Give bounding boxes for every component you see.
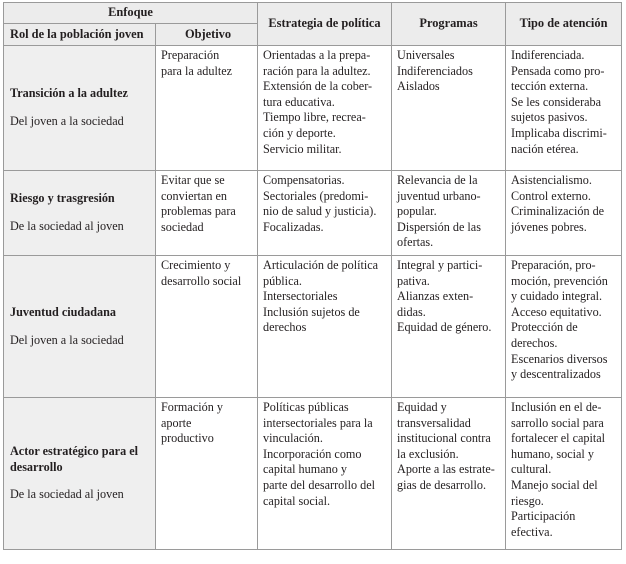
table-row bbox=[4, 46, 622, 171]
estrategia-line: Intersectoriales bbox=[263, 289, 338, 304]
atencion-line: Se les consideraba bbox=[511, 94, 602, 109]
rol-title: Riesgo y trasgresión bbox=[10, 191, 115, 206]
objetivo-line: Evitar que se bbox=[161, 173, 225, 187]
estrategia-line: Orientadas a la prepa- bbox=[263, 48, 371, 62]
objetivo-line: para la adultez bbox=[161, 63, 233, 78]
programas-line: Equidad y bbox=[397, 400, 447, 414]
atencion-line: Pensada como pro- bbox=[511, 63, 605, 78]
atencion-line: riesgo. bbox=[511, 493, 544, 508]
header-enfoque: Enfoque bbox=[4, 3, 258, 24]
rol-title: Juventud ciudadana bbox=[10, 304, 117, 319]
atencion-line: sarrollo social para bbox=[511, 415, 604, 430]
programas-line: Integral y partici- bbox=[397, 258, 483, 272]
atencion-line: efectiva. bbox=[511, 524, 553, 539]
estrategia-cell bbox=[258, 171, 392, 256]
programas-line: gias de desarrollo. bbox=[397, 477, 487, 492]
programas-cell bbox=[392, 171, 506, 256]
atencion-line: Preparación, pro- bbox=[511, 258, 596, 272]
programas-line: juventud urbano- bbox=[397, 188, 481, 203]
programas-cell bbox=[392, 46, 506, 171]
atencion-line: jóvenes pobres. bbox=[511, 219, 587, 234]
atencion-line: Control externo. bbox=[511, 188, 591, 203]
objetivo-line: problemas para bbox=[161, 204, 236, 219]
estrategia-line: capital social. bbox=[263, 493, 331, 508]
programas-line: Aporte a las estrate- bbox=[397, 462, 495, 477]
estrategia-line: Articulación de política bbox=[263, 258, 379, 272]
estrategia-line: capital humano y bbox=[263, 462, 347, 477]
estrategia-cell bbox=[258, 398, 392, 550]
rol-direction: De la sociedad al joven bbox=[10, 219, 124, 233]
atencion-line: Asistencialismo. bbox=[511, 173, 592, 187]
estrategia-line: Extensión de la cober- bbox=[263, 79, 373, 94]
estrategia-line: intersectoriales para la bbox=[263, 415, 373, 430]
atencion-line: y cuidado integral. bbox=[511, 289, 603, 304]
atencion-line: Acceso equitativo. bbox=[511, 304, 602, 319]
programas-cell bbox=[392, 398, 506, 550]
programas-line: la exclusión. bbox=[397, 446, 459, 461]
atencion-line: nación etérea. bbox=[511, 141, 579, 156]
atencion-line: Implicaba discrimi- bbox=[511, 125, 607, 140]
programas-line: Indiferenciados bbox=[397, 63, 473, 78]
estrategia-cell bbox=[258, 256, 392, 398]
programas-line: institucional contra bbox=[397, 431, 491, 446]
estrategia-line: Servicio militar. bbox=[263, 141, 342, 156]
rol-cell bbox=[4, 46, 156, 171]
policy-approaches-table bbox=[3, 2, 622, 550]
estrategia-line: ción y deporte. bbox=[263, 125, 336, 140]
atencion-line: Indiferenciada. bbox=[511, 48, 585, 62]
estrategia-line: Tiempo libre, recrea- bbox=[263, 110, 366, 125]
estrategia-cell bbox=[258, 46, 392, 171]
header-rol: Rol de la población joven bbox=[4, 24, 156, 46]
rol-direction: Del joven a la sociedad bbox=[10, 332, 124, 347]
programas-line: transversalidad bbox=[397, 415, 471, 430]
objetivo-line: Preparación bbox=[161, 48, 220, 62]
programas-line: Dispersión de las bbox=[397, 219, 481, 234]
programas-line: Universales bbox=[397, 48, 455, 62]
programas-line: Alianzas exten- bbox=[397, 289, 474, 304]
header-objetivo: Objetivo bbox=[156, 24, 258, 46]
atencion-line: Criminalización de bbox=[511, 204, 605, 219]
atencion-line: moción, prevención bbox=[511, 273, 608, 288]
programas-cell bbox=[392, 256, 506, 398]
estrategia-line: nio de salud y justicia). bbox=[263, 204, 377, 219]
atencion-line: sujetos pasivos. bbox=[511, 110, 588, 125]
atencion-line: fortalecer el capital bbox=[511, 431, 606, 446]
objetivo-line: aporte bbox=[161, 415, 192, 430]
objetivo-cell bbox=[156, 171, 258, 256]
atencion-line: y descentralizados bbox=[511, 367, 601, 382]
programas-line: Equidad de género. bbox=[397, 320, 492, 335]
objetivo-cell bbox=[156, 46, 258, 171]
programas-line: didas. bbox=[397, 304, 426, 319]
estrategia-line: pública. bbox=[263, 273, 302, 288]
atencion-cell bbox=[506, 171, 622, 256]
programas-line: popular. bbox=[397, 204, 437, 219]
header-programas: Programas bbox=[392, 3, 506, 46]
atencion-line: Protección de bbox=[511, 320, 578, 335]
objetivo-line: conviertan en bbox=[161, 188, 227, 203]
estrategia-line: Incorporación como bbox=[263, 446, 362, 461]
rol-cell bbox=[4, 171, 156, 256]
programas-line: pativa. bbox=[397, 273, 430, 288]
estrategia-line: Políticas públicas bbox=[263, 400, 349, 414]
estrategia-line: derechos bbox=[263, 320, 307, 335]
objetivo-line: desarrollo social bbox=[161, 273, 242, 288]
programas-line: ofertas. bbox=[397, 235, 434, 250]
estrategia-line: ración para la adultez. bbox=[263, 63, 371, 78]
estrategia-line: parte del desarrollo del bbox=[263, 477, 376, 492]
atencion-line: Inclusión en el de- bbox=[511, 400, 602, 414]
table-row bbox=[4, 256, 622, 398]
atencion-cell bbox=[506, 256, 622, 398]
objetivo-line: sociedad bbox=[161, 219, 204, 234]
objetivo-line: productivo bbox=[161, 431, 214, 446]
atencion-line: Participación bbox=[511, 509, 576, 524]
estrategia-line: Sectoriales (predomi- bbox=[263, 188, 369, 203]
rol-title: Transición a la adultez bbox=[10, 86, 128, 101]
atencion-line: Escenarios diversos bbox=[511, 351, 608, 366]
header-tipo-atencion: Tipo de atención bbox=[506, 3, 622, 46]
rol-direction: Del joven a la sociedad bbox=[10, 114, 124, 128]
objetivo-cell bbox=[156, 256, 258, 398]
atencion-line: derechos. bbox=[511, 335, 558, 350]
objetivo-cell bbox=[156, 398, 258, 550]
objetivo-line: Crecimiento y bbox=[161, 258, 231, 272]
table-row bbox=[4, 398, 622, 550]
rol-title: Actor estratégico para el desarrollo bbox=[10, 444, 139, 474]
rol-cell bbox=[4, 398, 156, 550]
rol-cell bbox=[4, 256, 156, 398]
atencion-line: tección externa. bbox=[511, 79, 589, 94]
header-estrategia: Estrategia de política bbox=[258, 3, 392, 46]
estrategia-line: Inclusión sujetos de bbox=[263, 304, 360, 319]
estrategia-line: Focalizadas. bbox=[263, 219, 324, 234]
estrategia-line: tura educativa. bbox=[263, 94, 335, 109]
table-row bbox=[4, 171, 622, 256]
rol-direction: De la sociedad al joven bbox=[10, 487, 124, 502]
atencion-cell bbox=[506, 398, 622, 550]
atencion-line: Manejo social del bbox=[511, 477, 598, 492]
objetivo-line: Formación y bbox=[161, 400, 223, 414]
atencion-cell bbox=[506, 46, 622, 171]
estrategia-line: Compensatorias. bbox=[263, 173, 345, 187]
programas-line: Aislados bbox=[397, 79, 440, 94]
atencion-line: cultural. bbox=[511, 462, 552, 477]
atencion-line: humano, social y bbox=[511, 446, 594, 461]
estrategia-line: vinculación. bbox=[263, 431, 323, 446]
programas-line: Relevancia de la bbox=[397, 173, 478, 187]
